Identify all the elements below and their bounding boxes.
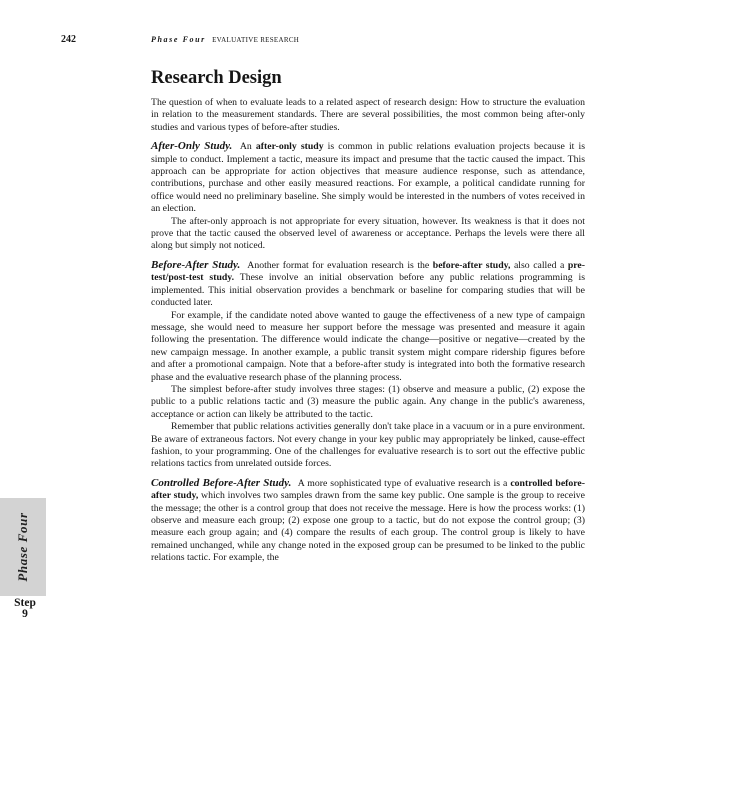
pre-post-test-term: pre-test/post-test study. <box>151 259 586 284</box>
before-after-heading: Before-After Study. <box>151 258 241 271</box>
before-after-term: before-after study, <box>432 259 511 271</box>
intro-paragraph: The question of when to evaluate leads to a related aspect of research design: How to structure the evaluation in relation to the measurement standards. There are several possibilities, the most common being after-only studies and various types of before-after studies. <box>151 97 585 133</box>
controlled-heading: Controlled Before-After Study. <box>151 476 292 489</box>
main-content <box>151 68 585 565</box>
running-head-section: EVALUATIVE RESEARCH <box>212 36 300 44</box>
running-head-part: Phase Four <box>151 35 206 44</box>
before-after-paragraph-2: For example, if the candidate noted above wanted to gauge the effectiveness of a new type of campaign message, she would need to measure her support before the message was presented and measure it again following the presentation. The difference would indicate the change—positive or negative—created by the new campaign message. In another example, a public transit system might compare ridership figures before and after a promotional campaign. Note that a before-after study is integrated into both the formative research phase and the evaluative research phase of the planning process. <box>151 309 585 383</box>
step-word: Step <box>14 597 36 609</box>
page-number: 242 <box>61 34 76 45</box>
after-only-heading: After-Only Study. <box>151 140 233 153</box>
before-after-paragraph-3: The simplest before-after study involves three stages: (1) observe and measure a public, (2) expose the public to a public relations tactic and (3) measure the public again. Any change in the public's awareness, acceptance or action can likely be attributed to the tactic. <box>151 383 585 420</box>
after-only-text-a: An <box>239 141 256 153</box>
before-after-text-a: Another format for evaluation research is the <box>247 259 433 271</box>
step-marker <box>8 598 42 620</box>
before-after-text-b: also called a <box>510 259 568 271</box>
page-title: Research Design <box>151 68 282 88</box>
before-after-paragraph-4: Remember that public relations activities generally don't take place in a vacuum or in a pure environment. Be aware of extraneous factors. Not every change in your key public may appropriately be linked, cause-effect fashion, to your programming. One of the challenges for evaluative research is to sort out the effective public relations tactics from unrelated outside forces. <box>151 421 585 470</box>
phase-side-tab <box>0 498 46 596</box>
side-tab-label: Phase Four <box>15 512 30 582</box>
after-only-term: after-only study <box>255 141 324 153</box>
controlled-paragraph-1 <box>151 477 585 565</box>
after-only-paragraph-2: The after-only approach is not appropriate for every situation, however. Its weakness is that it does not prove that the tactic caused the observed level of awareness or acceptance. Perhaps the levels were there all along but simply not noticed. <box>151 215 585 252</box>
before-after-paragraph-1 <box>151 259 585 310</box>
controlled-term: controlled before-after study, <box>151 477 586 502</box>
after-only-text-b: is common in public relations evaluation projects because it is simple to conduct. Implement a tactic, measure its impact and presume that the tactic caused the impact. This approach can be appropriate for action objectives that measure audience response, such as attendance, contributions, purchase and other easily measured reactions. For example, a political candidate running for office would need no preliminary baseline. She simply would be interested in the numbers of votes received in an election. <box>151 141 585 215</box>
controlled-text-a: A more sophisticated type of evaluative research is a <box>297 477 511 489</box>
running-head <box>151 35 299 44</box>
step-number: 9 <box>22 608 28 620</box>
before-after-text-c: These involve an initial observation before any public relations programming is implemented. This initial observation provides a benchmark or baseline for comparing studies that will be conducted later. <box>151 272 585 309</box>
after-only-paragraph-1 <box>151 140 585 215</box>
controlled-text-b: which involves two samples drawn from the same key public. One sample is the group to receive the message; the other is a control group that does not receive the message. Here is how the process works: (1) observe and measure each group; (2) expose one group to a tactic, but do not expose the control group; (3) measure each group again; and (4) compare the results of each group. The control group is likely to have remained unchanged, while any change noted in the exposed group can be presumed to be linked to the public relations tactic. For example, the <box>151 490 585 564</box>
